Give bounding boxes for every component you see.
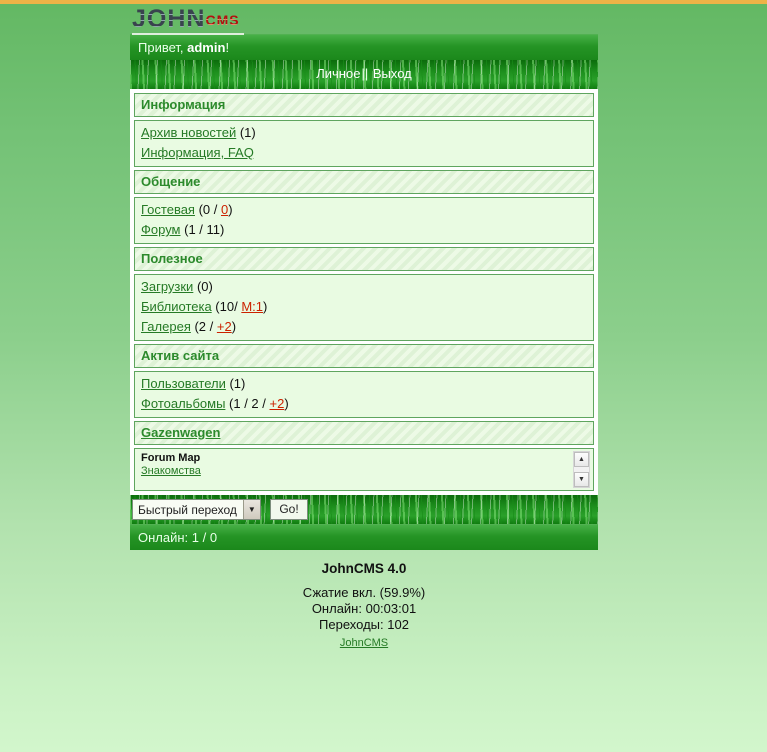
menu-item-guestbook xyxy=(141,200,587,220)
greeting-bar xyxy=(130,34,598,60)
forum-map-title: Forum Map xyxy=(141,452,201,464)
menu-item-forum xyxy=(141,220,587,240)
library-count-suffix: ) xyxy=(262,299,268,314)
logout-link[interactable]: Выход xyxy=(372,66,412,81)
menu-item-photoalbums xyxy=(141,394,587,414)
forum-map-box[interactable] xyxy=(135,449,593,490)
menu-item-users xyxy=(141,374,587,394)
quick-nav-selected-value: Быстрый переход xyxy=(138,503,237,517)
footer-transitions: Переходы: 102 xyxy=(319,617,409,632)
section-header: Информация xyxy=(135,94,593,116)
logo-strip xyxy=(130,4,598,34)
photoalbums-new-link[interactable]: +2 xyxy=(269,396,285,411)
section-site-activity-body xyxy=(134,371,594,418)
downloads-link[interactable]: Загрузки xyxy=(141,279,194,294)
footer xyxy=(130,550,598,651)
menu-item-library xyxy=(141,297,587,317)
section-header: Актив сайта xyxy=(135,345,593,367)
forum-link[interactable]: Форум xyxy=(141,222,181,237)
footer-online-time: Онлайн: 00:03:01 xyxy=(311,601,417,616)
news-archive-count: (1) xyxy=(236,125,256,140)
greeting-username: admin xyxy=(187,40,226,55)
gazenwagen-link[interactable]: Gazenwagen xyxy=(141,425,221,440)
forum-map-row xyxy=(134,448,594,491)
guestbook-new-link[interactable]: 0 xyxy=(220,202,229,217)
section-information xyxy=(134,93,594,117)
quick-nav-select[interactable] xyxy=(132,499,261,520)
section-counter xyxy=(134,421,594,445)
gallery-new-link[interactable]: +2 xyxy=(216,319,232,334)
menu-item-info-faq xyxy=(141,143,587,163)
online-bar xyxy=(130,524,598,550)
znakomstva-link[interactable]: Знакомства xyxy=(141,465,201,477)
personal-link[interactable]: Личное xyxy=(316,66,361,81)
main-column xyxy=(130,4,598,651)
logo-john-text: JOHN xyxy=(132,5,206,33)
users-count: (1) xyxy=(225,376,246,391)
footer-version: JohnCMS 4.0 xyxy=(321,561,407,576)
scrollbar[interactable] xyxy=(573,451,590,488)
section-communication-body xyxy=(134,197,594,244)
library-moderation-link[interactable]: М:1 xyxy=(241,299,263,314)
news-archive-link[interactable]: Архив новостей xyxy=(141,125,237,140)
top-grass-nav xyxy=(130,60,598,89)
logo-cms-text: CMS xyxy=(205,12,240,28)
chevron-down-icon[interactable]: ▼ xyxy=(243,500,260,519)
section-useful xyxy=(134,247,594,271)
menu-item-downloads xyxy=(141,277,587,297)
johncms-footer-link[interactable]: JohnCMS xyxy=(339,637,389,649)
guestbook-count-suffix: ) xyxy=(228,202,233,217)
section-header: Полезное xyxy=(135,248,593,270)
go-button[interactable]: Go! xyxy=(270,499,307,520)
guestbook-link[interactable]: Гостевая xyxy=(141,202,195,217)
greeting-prefix: Привет, xyxy=(138,40,188,55)
gallery-count: (2 / xyxy=(190,319,217,334)
library-link[interactable]: Библиотека xyxy=(141,299,212,314)
guestbook-count: (0 / xyxy=(194,202,221,217)
online-count: Онлайн: 1 / 0 xyxy=(138,530,218,545)
section-site-activity xyxy=(134,344,594,368)
scroll-up-icon[interactable]: ▲ xyxy=(574,452,589,467)
photoalbums-count-suffix: ) xyxy=(284,396,289,411)
library-count: (10/ xyxy=(211,299,242,314)
gallery-link[interactable]: Галерея xyxy=(141,319,191,334)
gallery-count-suffix: ) xyxy=(231,319,237,334)
section-communication xyxy=(134,170,594,194)
downloads-count: (0) xyxy=(193,279,213,294)
info-faq-link[interactable]: Информация, FAQ xyxy=(141,145,254,160)
users-link[interactable]: Пользователи xyxy=(141,376,226,391)
johncms-logo[interactable] xyxy=(132,7,244,35)
section-useful-body xyxy=(134,274,594,341)
nav-separator: || xyxy=(361,66,369,81)
menu-item-news-archive xyxy=(141,123,587,143)
section-header: Общение xyxy=(135,171,593,193)
greeting-suffix: ! xyxy=(225,40,230,55)
scroll-down-icon[interactable]: ▼ xyxy=(574,472,589,487)
bottom-grass-bar xyxy=(130,495,598,524)
section-information-body xyxy=(134,120,594,167)
photoalbums-link[interactable]: Фотоальбомы xyxy=(141,396,226,411)
menu-box xyxy=(130,89,598,495)
menu-item-gallery xyxy=(141,317,587,337)
photoalbums-count: (1 / 2 / xyxy=(225,396,270,411)
forum-count: (1 / 11) xyxy=(180,222,225,237)
footer-compression: Сжатие вкл. (59.9%) xyxy=(302,585,426,600)
